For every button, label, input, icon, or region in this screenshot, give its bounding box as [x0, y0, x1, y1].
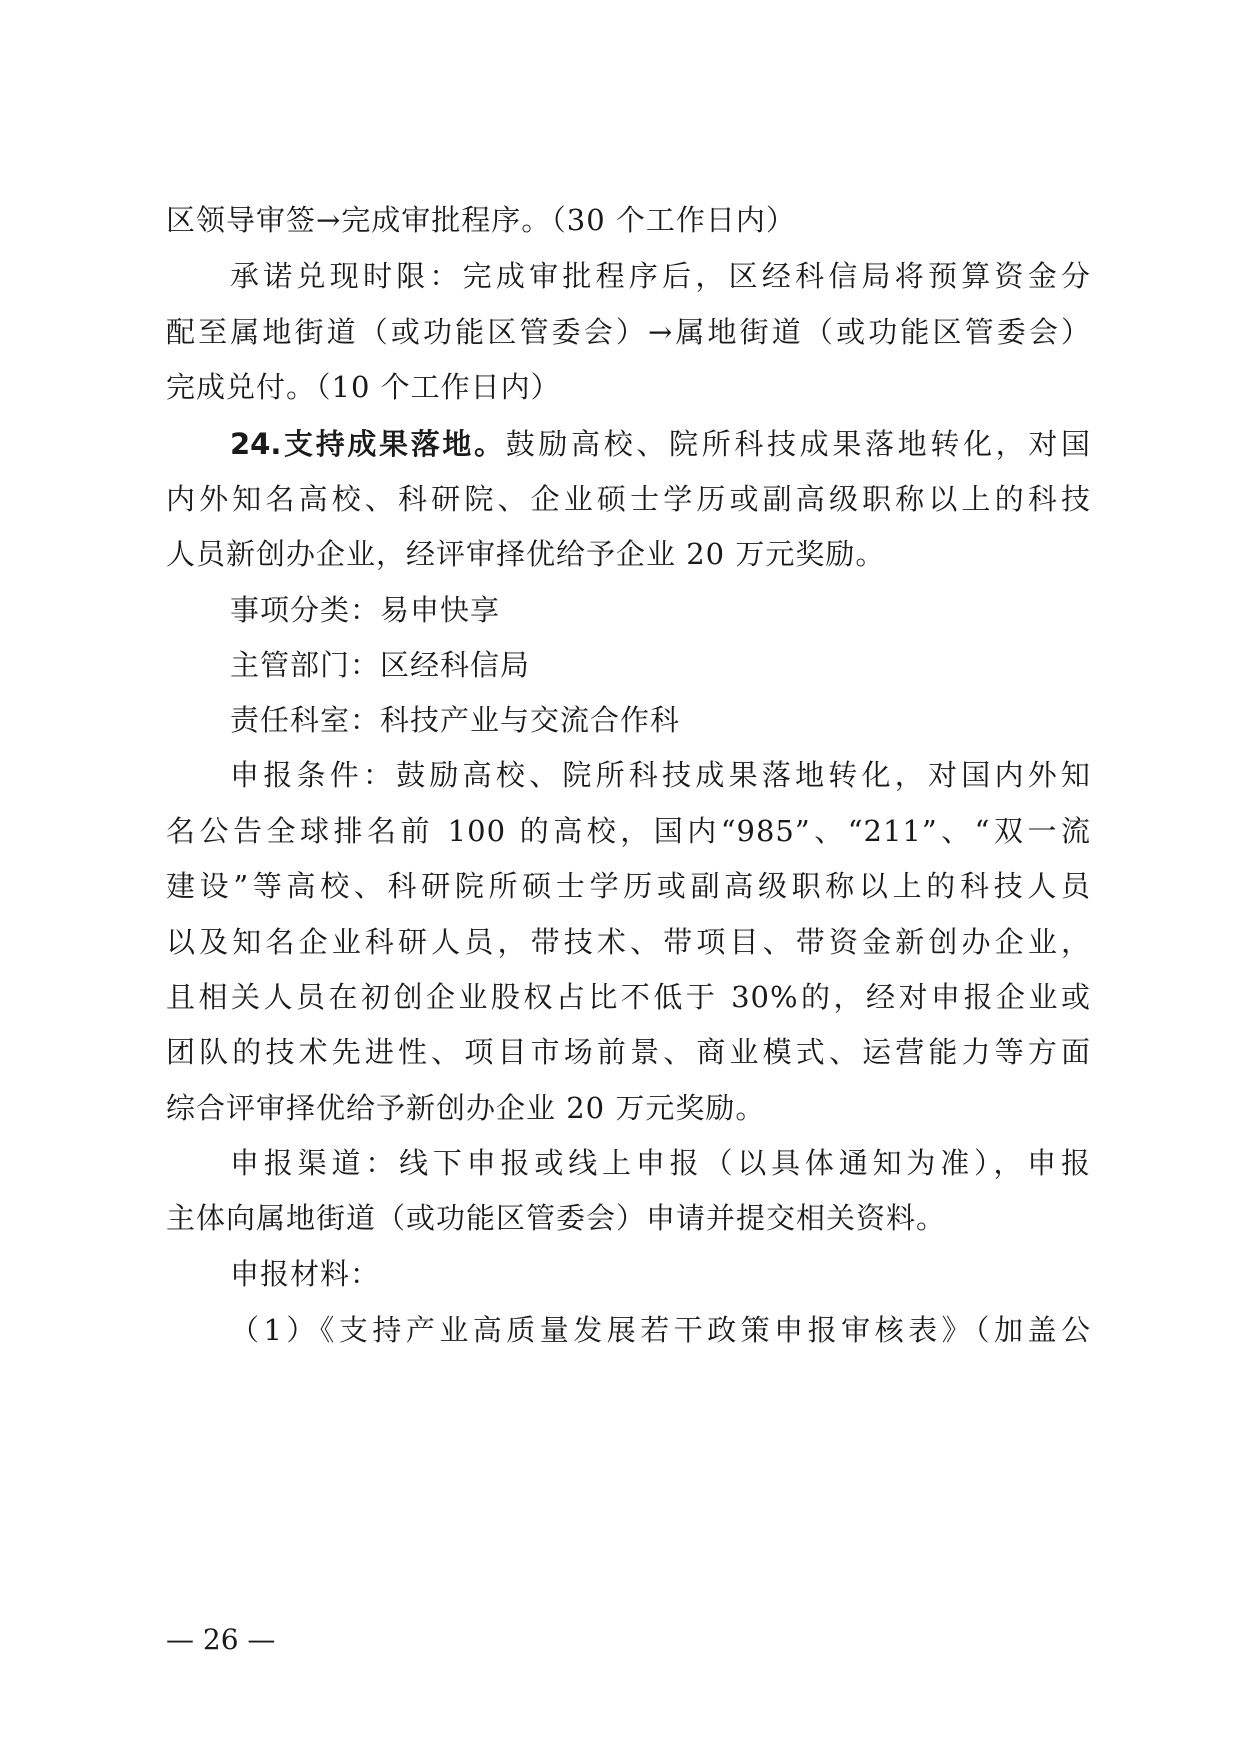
text-line: 申报渠道：线下申报或线上申报（以具体通知为准），申报 — [230, 1146, 1091, 1180]
text-line: 申报条件：鼓励高校、院所科技成果落地转化，对国内外知 — [230, 758, 1091, 792]
text-line: 主体向属地街道（或功能区管委会）申请并提交相关资料。 — [166, 1201, 947, 1235]
text-line: 区领导审签→完成审批程序。（30 个工作日内） — [166, 203, 796, 237]
text-line: 申报材料： — [230, 1257, 381, 1291]
text-line: 配至属地街道（或功能区管委会）→属地街道（或功能区管委会） — [166, 315, 1091, 349]
text-line: 人员新创办企业，经评审择优给予企业 20 万元奖励。 — [166, 537, 886, 571]
text-line: 综合评审择优给予新创办企业 20 万元奖励。 — [166, 1091, 766, 1125]
text-line: 建设”等高校、科研院所硕士学历或副高级职称以上的科技人员 — [166, 869, 1091, 903]
text-line: 责任科室：科技产业与交流合作科 — [230, 703, 681, 737]
text-line: 且相关人员在初创企业股权占比不低于 30%的，经对申报企业或 — [166, 980, 1091, 1014]
text-line: （1）《支持产业高质量发展若干政策申报审核表》（加盖公 — [230, 1313, 1091, 1347]
text-line: 主管部门：区经科信局 — [230, 648, 531, 682]
text-line: 团队的技术先进性、项目市场前景、商业模式、运营能力等方面 — [166, 1035, 1091, 1069]
page-number: — 26 — — [166, 1623, 276, 1656]
text-line: 承诺兑现时限：完成审批程序后，区经科信局将预算资金分 — [230, 259, 1091, 293]
text-line: 鼓励高校、院所科技成果落地转化，对国 — [505, 427, 1091, 461]
text-line: 事项分类：易申快享 — [230, 593, 501, 627]
text-line: 名公告全球排名前 100 的高校，国内“985”、“211”、“双一流 — [166, 814, 1091, 848]
text-line: 内外知名高校、科研院、企业硕士学历或副高级职称以上的科技 — [166, 482, 1091, 516]
text-line: 完成兑付。（10 个工作日内） — [166, 370, 561, 404]
paragraph-24-first-line — [230, 424, 1091, 464]
text-line: 以及知名企业科研人员，带技术、带项目、带资金新创办企业， — [166, 925, 1091, 959]
section-heading: 24.支持成果落地。 — [230, 427, 506, 461]
